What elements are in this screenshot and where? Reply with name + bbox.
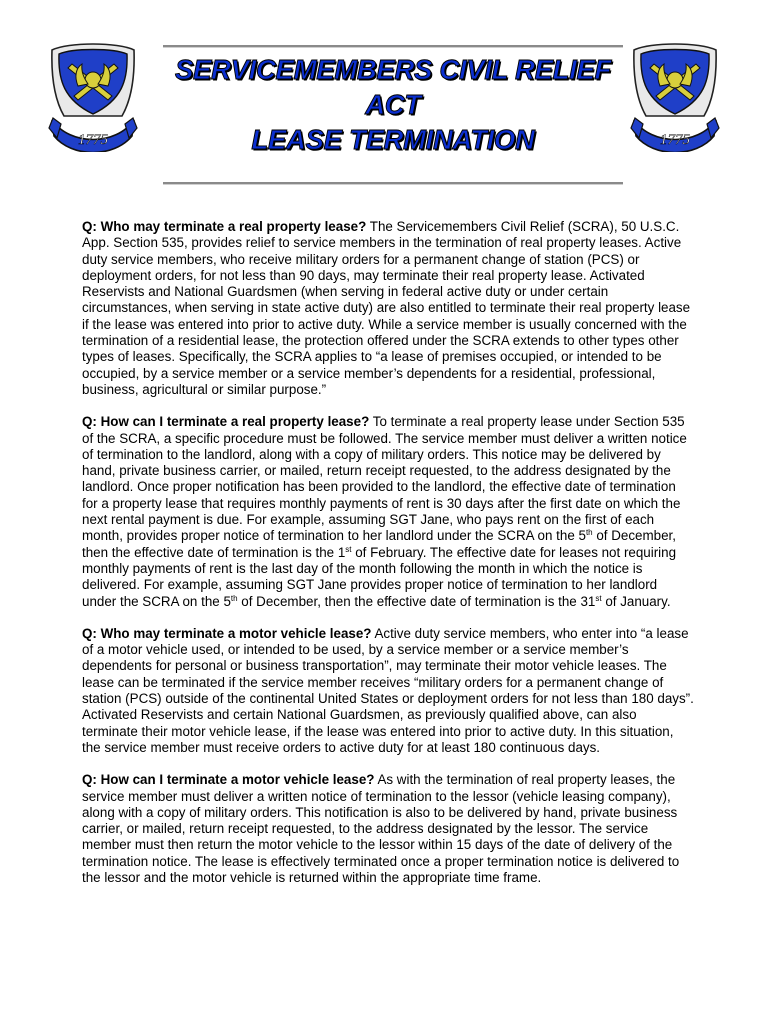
faq-item-how-real-property (82, 414, 694, 610)
faq-answer-part: of February. The effective date for leases not requiring monthly payments of rent is the last day of the month following the month in which the notice is delivered. For example, assuming SGT Jane provides proper notice of termination to her landlord under the SCRA on the 5 (82, 544, 677, 609)
faq-question: Q: Who may terminate a motor vehicle lease? (82, 625, 372, 641)
document-body (82, 219, 694, 902)
title-bottom-rule (163, 182, 623, 185)
title-line-2: ACT (365, 89, 421, 120)
faq-question: Q: How can I terminate a real property lease? (82, 414, 370, 430)
faq-question: Q: How can I terminate a motor vehicle lease? (82, 772, 375, 788)
faq-answer-part: of December, then the effective date of termination is the 1 (82, 528, 676, 560)
faq-item-who-motor-vehicle (82, 626, 694, 756)
left-crest-icon (48, 40, 138, 152)
faq-answer-part: To terminate a real property lease under Section 535 of the SCRA, a specific procedure must be followed. The service member must deliver a written notice of termination to the landlord, along with a copy of military orders. This notice may be delivered by hand, private business carrier, or mailed, return receipt requested, to the address designated by the landlord. Once proper notification has been provided to the landlord, the effective date of termination for a property lease that requires monthly payments of rent is 30 days after the first date on which the next rental payment is due. For example, assuming SGT Jane, who pays rent on the first of each month, provides proper notice of termination to her landlord under the SCRA on the 5 (82, 414, 687, 544)
title-line-3: LEASE TERMINATION (251, 124, 535, 155)
right-crest-icon (630, 40, 720, 152)
crest-year-text: 1775 (660, 132, 690, 148)
faq-answer: The Servicemembers Civil Relief (SCRA), 50 U.S.C. App. Section 535, provides relief to service members in the termination of real property leases. Active duty service members, who receive military orders for a permanent change of station (PCS) or deployment orders, for not less than 90 days, may terminate their real property lease. Activated Reservists and National Guardsmen (when serving in federal active duty or under certain circumstances, when serving in state active duty) are also entitled to terminate their real property lease if the lease was entered into prior to active duty. While a service member is usually concerned with the termination of a residential lease, the protection offered under the SCRA extends to other types other types of leases. Specifically, the SCRA applies to “a lease of premises occupied, or intended to be occupied, by a service member or a service member’s dependents for a residential, professional, business, agricultural or similar purpose.” (82, 219, 691, 397)
ordinal-suffix: th (230, 593, 238, 603)
faq-item-how-motor-vehicle (82, 772, 694, 886)
ordinal-suffix: th (585, 528, 593, 538)
faq-answer: As with the termination of real property leases, the service member must deliver a written notice of termination to the lessor (vehicle leasing company), along with a copy of military orders. This notification is also to be delivered by hand, private business carrier, or mailed, return receipt requested, to the address designated by the lessor. The service member must then return the motor vehicle to the lessor within 15 days of the date of delivery of the termination notice. The lease is effectively terminated once a proper termination notice is delivered to the lessor and the motor vehicle is returned within the appropriate time frame. (82, 772, 680, 885)
faq-question: Q: Who may terminate a real property lease? (82, 219, 367, 234)
faq-item-who-real-property (82, 219, 694, 398)
page-title (163, 52, 623, 157)
ordinal-suffix: st (595, 593, 602, 603)
crest-year-text: 1775 (78, 132, 108, 148)
faq-answer-part: of January. (601, 593, 671, 609)
title-top-rule (163, 45, 623, 48)
ordinal-suffix: st (345, 544, 352, 554)
title-line-1: SERVICEMEMBERS CIVIL RELIEF (174, 54, 612, 85)
faq-answer: Active duty service members, who enter into “a lease of a motor vehicle used, or intended to be used, by a service member or a service member’s dependents for personal or business transportation”, may terminate their motor vehicle leases. The lease can be terminated if the service member receives “military orders for a permanent change of station (PCS) outside of the continental United States or deployment orders for not less than 180 days”. Activated Reservists and certain National Guardsmen, as previously qualified above, can also terminate their motor vehicle lease, if the lease was entered into prior to active duty. In this situation, the service member must receive orders to active duty for at least 180 continuous days. (82, 625, 694, 755)
faq-answer-part: of December, then the effective date of termination is the 31 (237, 593, 596, 609)
